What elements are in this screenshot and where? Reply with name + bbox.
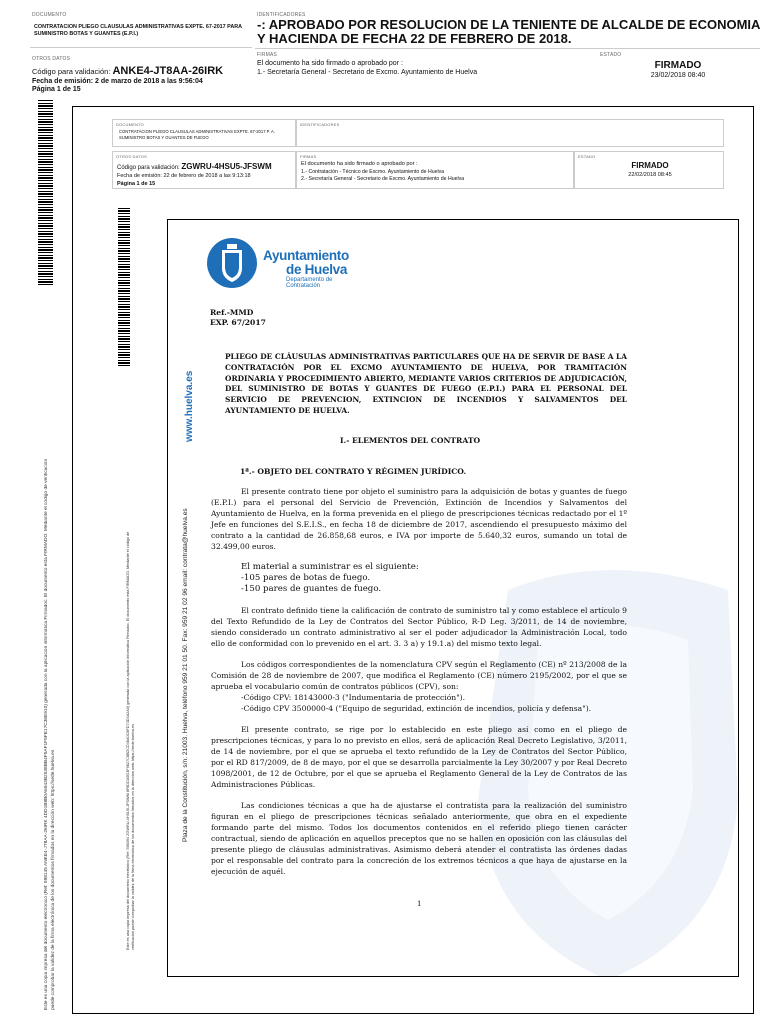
outer-documento-box	[30, 10, 252, 48]
subsection-title: 1ª.- OBJETO DEL CONTRATO Y RÉGIMEN JURÍDICO.	[240, 467, 467, 476]
inner-estado-fecha: 22/02/2018 08:45	[628, 172, 672, 178]
outer-barcode	[38, 100, 53, 285]
outer-otros-datos-label: OTROS DATOS	[32, 56, 71, 62]
page-number: 1	[417, 900, 422, 908]
outer-firmas-label: FIRMAS	[257, 52, 278, 58]
paragraph-4-text: Los códigos correspondientes de la nomenclatura CPV según el Reglamento (CE) nº 213/2008 de la Comisión de 28 de noviembre de 2007, que modifica el Reglamento (CE) número 2195/2002, por el que se aprueba el vocabulario común de contratos públicos (CPV), son:	[211, 660, 627, 691]
paragraph-5: El presente contrato, se rige por lo establecido en este pliego así como en el pliego de prescripciones técnicas, y para lo no previsto en ellos, será de aplicación Real Decreto Legislativo, 3/2011, de 14 de noviembre, por el que se aprueba el texto refundido de la Ley de Contratos del Sector Público, por el RD 817/2009, de 8 de mayo, por el que se desarrolla parcialmente la Ley 30/2007 y por Real Decreto 1098/2001, de 12 de Octubre, por el que se aprueba el Reglamento General de la Ley de Contratos de las Administraciones Públicas.	[211, 725, 627, 789]
outer-documento-text: CONTRATACION PLIEGO CLAUSULAS ADMINISTRATIVAS EXPTE. 67-2017 PARA SUMINISTRO BOTAS Y GUANTES (E.P.I.)	[34, 24, 242, 37]
outer-codigo-line	[32, 65, 223, 77]
logo-line-3: Departamento de Contratación	[286, 277, 333, 289]
ref-block	[210, 308, 266, 328]
outer-documento-label: DOCUMENTO	[32, 12, 67, 18]
ref-line-2: EXP. 67/2017	[210, 318, 266, 327]
inner-side-text-1: Este es una copia impresa del documento electrónico (Ref: 596394 ZGWRU-4HSU5-JFSWM 8F8DDA9D3F9827C8BDCD48A0C8FD73D4A2A0) generada con la aplicación informática Firmadoc. El documento está FIRMADO. Mediante el código de	[126, 531, 130, 950]
paragraph-4-item-1: -Código CPV: 18143000-3 ("Indumentaria de protección").	[241, 693, 466, 702]
ref-line-1: Ref.-MMD	[210, 308, 254, 317]
inner-side-text-2: verificación puede comprobar la validez de la firma electrónica de los documentos firmados en la dirección web: https://sede.huelva.es	[131, 723, 135, 950]
paragraph-2-item-1: -105 pares de botas de fuego.	[241, 573, 371, 583]
paragraph-4-item-2: -Código CPV 3500000-4 ("Equipo de seguridad, extinción de incendios, policía y defensa").	[241, 704, 592, 713]
inner-barcode	[118, 206, 130, 366]
section-title: I.- ELEMENTOS DEL CONTRATO	[340, 436, 481, 445]
paragraph-1: El presente contrato tiene por objeto el suministro para la adquisición de botas y guantes de fuego (E.P.I.) para el personal del Servicio de Prevención, Extinción de Incendios y Salvamentos del Ayuntamiento de Huelva, en la forma prevenida en el pliego de prescripciones técnicas redactado por el 1º Jefe en funciones del S.E.I.S., en fecha 18 de diciembre de 2017, ascendiendo el presupuesto máximo del contrato a la cantidad de 26.858,68 euros, e IVA por importe de 5.640,32 euros, sumando un total de 32.499,00 euros.	[211, 487, 627, 551]
outer-title: -: APROBADO POR RESOLUCION DE LA TENIENTE DE ALCALDE DE ECONOMIA Y HACIENDA DE FECHA 22 DE FEBRERO DE 2018.	[257, 17, 760, 46]
outer-identificadores-label: IDENTIFICADORES	[257, 12, 306, 18]
outer-estado-label: ESTADO	[600, 52, 622, 58]
paragraph-4	[211, 659, 627, 714]
body-text	[211, 486, 627, 887]
inner-firmas-item-2: 2.- Secretaría General - Secretario de Excmo. Ayuntamiento de Huelva	[301, 176, 465, 182]
inner-otros-datos-label: OTROS DATOS	[116, 154, 147, 159]
outer-identificadores	[255, 10, 760, 49]
inner-estado: FIRMADO	[631, 161, 669, 170]
inner-identificadores-box	[296, 119, 724, 147]
inner-firmas-text: El documento ha sido firmado o aprobado por :	[301, 161, 418, 167]
outer-codigo: ANKE4-JT8AA-26IRK	[112, 65, 224, 77]
inner-pagina: Página 1 de 15	[117, 181, 156, 187]
paragraph-2	[241, 562, 627, 595]
side-web: www.huelva.es	[184, 370, 195, 442]
shield-logo-icon	[206, 236, 258, 290]
outer-fecha-emision: Fecha de emisión: 2 de marzo de 2018 a las 9:56:04	[32, 78, 203, 85]
logo-line-1: Ayuntamiento	[263, 248, 349, 263]
paragraph-2-item-2: -150 pares de guantes de fuego.	[241, 584, 382, 594]
inner-identificadores-label: IDENTIFICADORES	[300, 122, 340, 127]
inner-codigo: ZGWRU-4HSU5-JFSWM	[181, 162, 272, 171]
outer-firmas	[255, 50, 595, 86]
main-title: PLIEGO DE CLÁUSULAS ADMINISTRATIVAS PARTICULARES QUE HA DE SERVIR DE BASE A LA CONTRATACIÓN POR EL EXCMO AYUNTAMIENTO DE HUELVA, POR TRAMITACIÓN ORDINARIA Y PROCEDIMIENTO ABIERTO, MEDIANTE VARIOS CRITERIOS DE ADJUDICACIÓN, DEL SUMINISTRO DE BOTAS Y GUANTES DE FUEGO (E.P.I.) PARA EL PERSONAL DEL SERVICIO DE PREVENCION, EXTINCION DE INCENDIOS Y SALVAMENTOS DEL AYUNTAMIENTO DE HUELVA.	[225, 352, 627, 415]
outer-side-text-1: Este es una copia impresa del documento electrónico (Ref: 598145 ANKE4-JT8AA-26IRK 4DD1B8B0A6943B2538BB4F5AF1F5FE17C36E910) generada con la aplicación informática Firmadoc. El documento está FIRMADO. Mediante el código de verificación	[44, 458, 49, 1010]
paragraph-6: Las condiciones técnicas a que ha de ajustarse el contratista para la realización del suministro figuran en el pliego de prescripciones técnicas señalado anteriormente, que obra en el expediente formando parte del mismo. Todos los documentos contenidos en el referido pliego tienen carácter contractual, siendo de aplicación en aquellos preceptos que no se hallen en oposición con las cláusulas del presente pliego de cláusulas administrativas. Asimismo deberá atender el contratista las órdenes dadas por el responsable del contrato para la concreción de los extremos técnicos a que haya de ajustarse en la ejecución de aquél.	[211, 801, 627, 876]
inner-fecha-emision: Fecha de emisión: 22 de febrero de 2018 a las 9:13:18	[117, 173, 251, 179]
inner-codigo-line	[117, 162, 272, 171]
outer-estado-fecha: 23/02/2018 08:40	[650, 72, 706, 79]
outer-otros-datos	[30, 52, 252, 96]
inner-documento-text: CONTRATACION PLIEGO CLAUSULAS ADMINISTRATIVAS EXPTE. 67-2017 P. A. SUMINISTRO BOTAS Y GUANTES DE FUEGO	[119, 129, 275, 140]
paragraph-2-intro: El material a suministrar es el siguiente:	[241, 562, 419, 572]
inner-otros-datos-box	[112, 151, 296, 189]
outer-estado: FIRMADO	[654, 60, 702, 71]
outer-pagina: Página 1 de 15	[32, 86, 81, 93]
inner-estado-label: ESTADO	[578, 154, 596, 159]
inner-firmas-label: FIRMAS	[300, 154, 317, 159]
inner-firmas-item-1: 1.- Contratación - Técnico de Excmo. Ayuntamiento de Huelva	[301, 169, 445, 175]
outer-estado	[598, 50, 760, 86]
outer-codigo-prefix: Código para validación:	[32, 67, 111, 76]
inner-firmas-box	[296, 151, 574, 189]
ayuntamiento-logo	[206, 236, 366, 290]
paragraph-3: El contrato definido tiene la calificación de contrato de suministro tal y como establece el artículo 9 del Texto Refundido de la Ley de Contratos del Sector Público, R-D Leg. 3/2011, de 14 de noviembre, siendo considerado un contrato administrativo al ser el poder adjudicador la Administración Local, todo ello de conformidad con lo prevenido en el art. 3. 3 a) y 19.1.a) del mismo texto legal.	[211, 606, 627, 648]
outer-side-text-2: puede comprobar la validez de la firma electrónica de los documentos firmados en la dirección web: https://sede.huelva.es	[51, 749, 56, 1010]
inner-estado-box	[574, 151, 724, 189]
outer-firmas-text: El documento ha sido firmado o aprobado por :	[257, 60, 403, 67]
inner-codigo-prefix: Código para validación:	[117, 165, 180, 171]
side-address: Plaza de la Constitución, s/n. 21003. Huelva, teléfono 959 21 01 50. Fax: 959 21 02 96 email: contrata@huelva.es	[182, 508, 189, 842]
logo-line-2: de Huelva	[286, 262, 348, 277]
inner-documento-label: DOCUMENTO	[116, 122, 144, 127]
outer-firmas-item: 1.- Secretaría General - Secretario de Excmo. Ayuntamiento de Huelva	[257, 69, 478, 76]
inner-documento-box	[112, 119, 296, 147]
